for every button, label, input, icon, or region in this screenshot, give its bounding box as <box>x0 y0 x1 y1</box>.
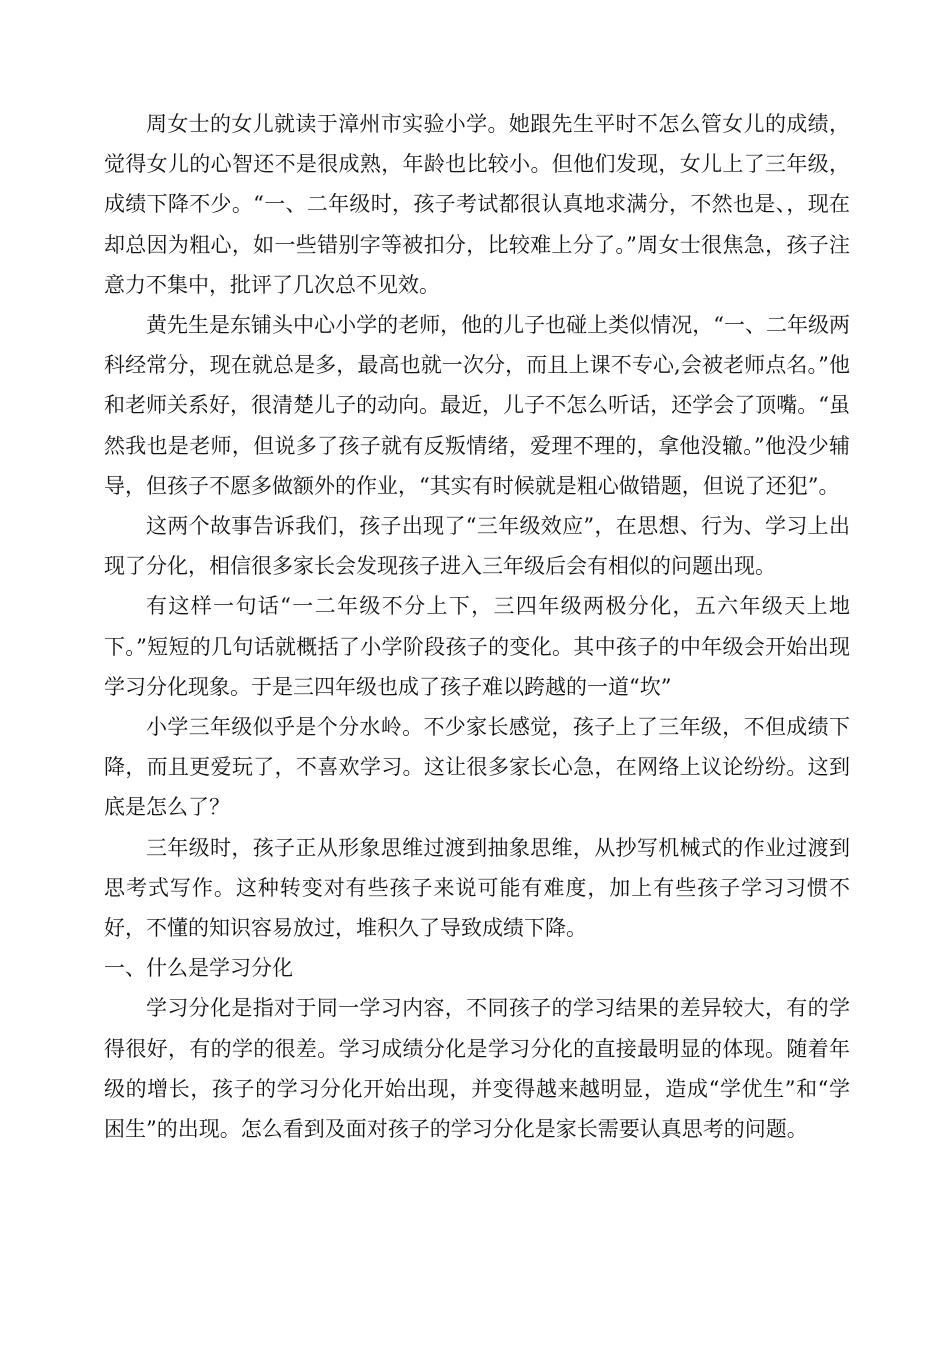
paragraph-thinking-transition: 三年级时，孩子正从形象思维过渡到抽象思维，从抄写机械式的作业过渡到思考式写作。这种转变对有些孩子来说可能有难度，加上有些孩子学习习惯不好，不懂的知识容易放过，堆积久了导致成绩下降。 <box>104 835 850 941</box>
paragraph-third-grade-effect: 这两个故事告诉我们，孩子出现了“三年级效应”，在思想、行为、学习上出现了分化，相信很多家长会发现孩子进入三年级后会有相似的问题出现。 <box>104 514 850 579</box>
paragraph-learning-differentiation: 学习分化是指对于同一学习内容，不同孩子的学习结果的差异较大，有的学得很好，有的学的很差。学习成绩分化是学习分化的直接最明显的体现。随着年级的增长，孩子的学习分化开始出现，并变得越来越明显，造成“学优生”和“学困生”的出现。怎么看到及面对孩子的学习分化是家长需要认真思考的问题。 <box>104 996 850 1142</box>
paragraph-watershed: 小学三年级似乎是个分水岭。不少家长感觉，孩子上了三年级，不但成绩下降，而且更爱玩了，不喜欢学习。这让很多家长心急，在网络上议论纷纷。这到底是怎么了？ <box>104 715 850 820</box>
document-body <box>104 104 850 1149</box>
paragraph-zhou: 周女士的女儿就读于漳州市实验小学。她跟先生平时不怎么管女儿的成绩，觉得女儿的心智还不是很成熟，年龄也比较小。但他们发现，女儿上了三年级，成绩下降不少。“一、二年级时，孩子考试都很认真地求满分，不然也是、，现在却总因为粗心，如一些错别字等被扣分，比较难上分了。”周女士很焦急，孩子注意力不集中，批评了几次总不见效。 <box>104 112 850 297</box>
paragraph-saying: 有这样一句话“一二年级不分上下，三四年级两极分化，五六年级天上地下。”短短的几句话就概括了小学阶段孩子的变化。其中孩子的中年级会开始出现学习分化现象。于是三四年级也成了孩子难以跨越的一道“坎” <box>104 594 850 699</box>
section-heading: 一、什么是学习分化 <box>104 956 293 981</box>
paragraph-huang: 黄先生是东铺头中心小学的老师，他的儿子也碰上类似情况，“一、二年级两科经常分，现在就总是多，最高也就一次分，而且上课不专心,会被老师点名。”他和老师关系好，很清楚儿子的动向。最近，儿子不怎么听话，还学会了顶嘴。“虽然我也是老师，但说多了孩子就有反叛情绪，爱理不理的，拿他没辙。”他没少辅导，但孩子不愿多做额外的作业，“其实有时候就是粗心做错题，但说了还犯”。 <box>104 313 850 498</box>
